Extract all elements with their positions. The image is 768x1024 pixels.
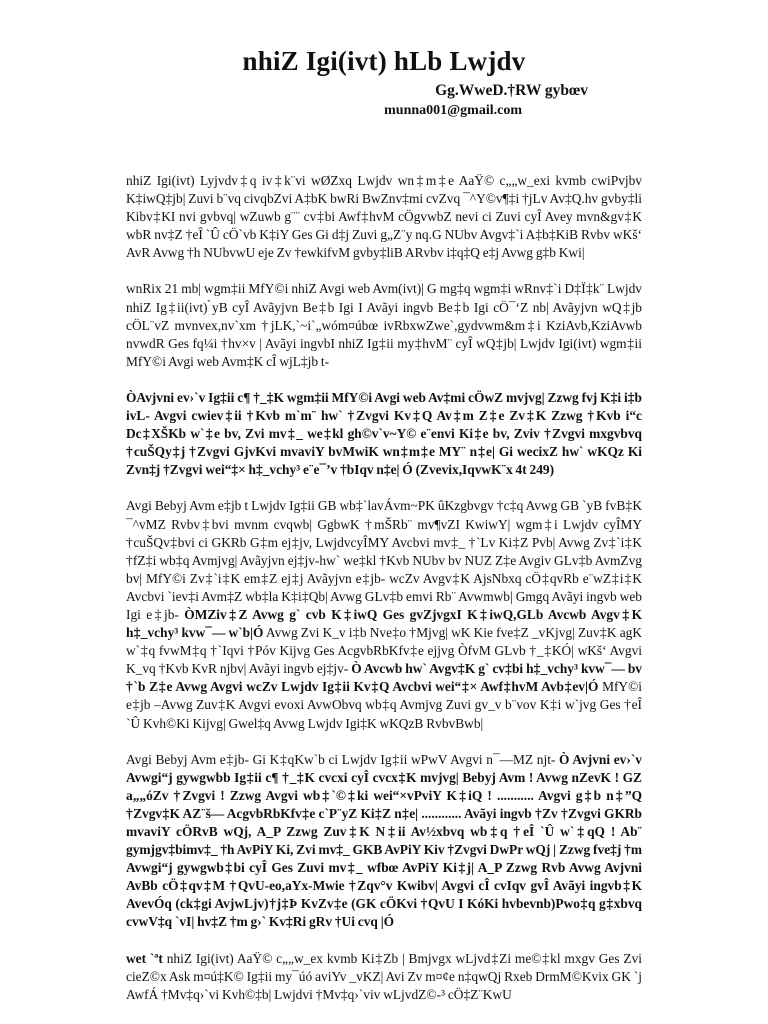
bold-text-segment: Ò Avcwb hw` Avgv‡K g` cv‡bi h‡_vchy³ kvw¯— bv †`b Z‡e Avwg Avgvi wcZv Lwjdv Ig‡ii Kv‡Q Avcbvi wei“‡× Awf‡hvM Avb‡ev|Ó [126,661,642,695]
text-segment: Avgi Bebyj Avm e‡jb- Gi K‡qKw`b ci Lwjdv Ig‡ii wPwV Avgvi n¯—MZ njt- [126,751,560,767]
paragraph-1: nhiZ Igi(ivt) Lyjvdv‡q iv‡k¨vi wØZxq Lwjdv wn‡m‡e AaŸ© c„„w_exi kvmb cwiPvjbv K‡iwQ‡jb| Zuvi b¨vq civqbZvi A‡bK bwRi BwZnv‡mi cvZvq ¯^Y©v¶‡i †jLv Av‡Q.hv gvby‡li Kibv‡KI nvi gvbvq| wZuwb g¨¨ cv‡bi Awf‡hvM cÖgvwbZ nevi ci Zuvi cyÎ Avey mvn&gv‡K wbR nv‡Z †eÎ `Û cÖ`vb K‡iY Ges Gi d‡j Zuvi g„Z¨y nq.G NUbv Avgv‡`i A‡b‡KiB Rvbv wKš‘ AvR Avwg †h NUbvwU eje Zv †ewkifvM gvby‡liB ARvbv i‡q‡Q e‡j Avwg g‡b Kwi| [126,173,642,261]
author-name: Gg.WweD.†RW gybœv [435,82,588,99]
document-title: nhiZ Igi(ivt) hLb Lwjdv [242,46,526,76]
paragraph-5 [126,751,642,932]
paragraph-4 [126,497,642,732]
text-segment: Avgi Bebyj Avm e‡jb t Lwjdv Ig‡ii GB wb‡`lavÁvm~PK ûKzgbvgv †c‡q Avwg GB `yB fvB‡K ¯^vMZ Rvbv‡bvi mvnm cvqwb| GgbwK †mŠRb¨ mv¶vZI KwiwY| wgm‡i Lwjdv cyÎMY †cuŠQv‡bvi ci GKRb G‡m ej‡jv, LwjdvcyÎMY Avcbvi mv‡_ †`Lv Ki‡Z Pvb| Avwg Zv‡`i‡K †fZ‡i wb‡q Avmjvg| Avãyjvn ej‡jv-hw` we‡kl †Kvb NUbv bv NUZ Z‡e Avgiv GLv‡b AvmZvg bv| MfY©i Zv‡`i‡K em‡Z ej‡j Avãyjvn e‡jb- wcZv Avgv‡K AjsNbxq cÖ‡qvRb e¨wZ‡i‡K Avcbvi `iev‡i Avm‡Z wb‡la K‡i‡Qb| Avwg GLv‡b emvi Rb¨ Avwmwb| Gmgq Avãyi ingvb web Igi e‡jb- [126,498,642,622]
text-segment: MfY©i e‡jb –Avwg Zuv‡K Avgvi evoxi AvwObvq wb‡q Avmjvg Zuvi gv_v b¨vov K‡i w`jvg Ges †eÎ `Û Kvh©Ki Kijvg| Gwel‡q Avwg Lwjdv Igi‡K wKQzB RvbvBwb| [126,679,642,731]
paragraph-2: wnRix 21 mb| wgm‡ii MfY©i nhiZ Avgi web Avm(ivt)| G mg‡q wgm‡i wRnv‡`i D‡Ï‡k¨ Lwjdv nhiZ Ig‡ii(ivt) ̀yB cyÎ Avãyjvn Be‡b Igi I Avãyi ingvb Be‡b Igi cÖ¯‘Z nb| Avãyjvn wQ‡jb cÖL¨vZ mvnvex,nv`xm †jLK,`~i`„wóm¤úbœ ivRbxwZwe`,gydvwm&m‡i KziAvb,KziAvwb nvwdR Ges fq¼i †hv×v | Avãyi ingvbI nhiZ Ig‡ii my‡hvM¨ cyÎ wQ‡jb| Lwjdv Igi(ivt) wgm‡ii MfY©i Avgi web Avm‡K cÎ wjL‡jb t- [126,281,642,369]
document-body [126,172,642,1004]
bold-text-segment: Ò Avjvni ev›`v Avwgi“j gywgwbb Ig‡ii c¶ †_‡K cvcxi cyÎ cvcx‡K mvjvg| Bebyj Avm ! Avwg nZevK ! GZ a„„óZv †Zvgvi ! Zzwg Avgvi wb‡`©‡ki wei“×vPviY K‡iQ ! ........... Avgvi g‡b n‡”Q †Zvgv‡K AZ¨š— AcgvbRbKfv‡e c`P¨yZ Ki‡Z n‡e| ............ Avãyi ingvb †Zv †Zvgvi GKRb mvaviY cÖRvB wQj, A_P Zzwg Zuv‡K N‡ii Av½xbvq wb‡q †eÎ `Û w`‡qQ ! Ab¨ gymjgv‡bimv‡_ †h AvPiY Ki, Zvi mv‡_ GKB AvPiY Kiv †Zvgvi DwPr wQj | Zzwg fve‡j †m Avwgi“j gywgwb‡bi cyÎ Ges Zuvi mv‡_ wfbœ AvPiY Ki‡j| A_P Zzwg Rvb Avwg Avjvni AvBb cÖ‡qv‡M †QvU-eo,aYx-Mwie †Zqv°v Kwibv| Avgvi cÎ cvIqv gvÎ Avãyi ingvb‡K AvevÓq (ck‡gi AvjwLjv)†j‡Þ KvZv‡e (GK cÖKvi †QvU I KóKi hvbevnb)Pwo‡q g‡xbvq cvwV‡q `vI| hv‡Z †m g›` Kv‡Ri gRv †Ui cvq |Ó [126,751,642,930]
text-segment: nhiZ Igi(ivt) AaŸ© c„„w_ex kvmb Ki‡Zb | Bmjvgx wLjvd‡Zi me©‡kl mxgv Ges Zvi cieZ©x Ask m¤ú‡K© Ig‡ii my¯úó aviYv _vKZ| Avi Zv m¤¢e n‡qwQj Rxeb DrmM©Kvix GK `j AwfÁ †Mv‡q›`vi Kvh©‡b| Lwjdvi †Mv‡q›`viv wLjvdZ©-³ cÖ‡Z¨KwU [126,950,642,1002]
paragraph-6 [126,950,642,1004]
bold-text-segment: ÒMZiv‡Z Avwg g` cvb K‡iwQ Ges gvZjvgxI K‡iwQ,GLb Avcwb Avgv‡K h‡_vchy³ kvw¯— w`b|Ó [126,606,642,641]
author-email: munna001@gmail.com [384,103,522,118]
paragraph-3-letter: ÒAvjvni ev›`v Ig‡ii c¶ †_‡K wgm‡ii MfY©i Avgi web Av‡mi cÖwZ mvjvg| Zzwg fvj K‡i i‡b ivL- Avgvi cwiev‡ii †Kvb m`m¨ hw` †Zvgvi Kv‡Q Av‡m Z‡e Zv‡K Zzwg †Kvb i“c Dc‡XŠKb w`‡e bv, Zvi mv‡_ we‡kl gh©v`v~Y© e¨envi Ki‡e bv, Zviv †Zvgvi mxgvbvq †cuŠQy‡j †Zvgvi GjvKvi mvaviY bvMwiK wn‡m‡e MY¨ n‡e| Gi wecixZ hw` wKQz Ki Zvn‡j †Zvgvi wei“‡× h‡_vchy³ e¨e¯’v †bIqv n‡e| Ó (Zvevix,IqvwK¨x 4t 249) [126,389,642,478]
bold-text-segment: wet `ªt [126,950,163,966]
text-segment: Avwg Zvi K_v i‡b Nve‡o †Mjvg| wK Kie fve‡Z _vKjvg| Zuv‡K agK w`‡q fvwM‡q †`Iqvi †Póv Kijvg Ges AcgvbRbKfv‡e ejjvg ÒfvM GLvb †_‡KÓ| wKš‘ Avgvi K_vq †Kvb KvR njbv| Avãyi ingvb ej‡jv- [126,625,643,677]
